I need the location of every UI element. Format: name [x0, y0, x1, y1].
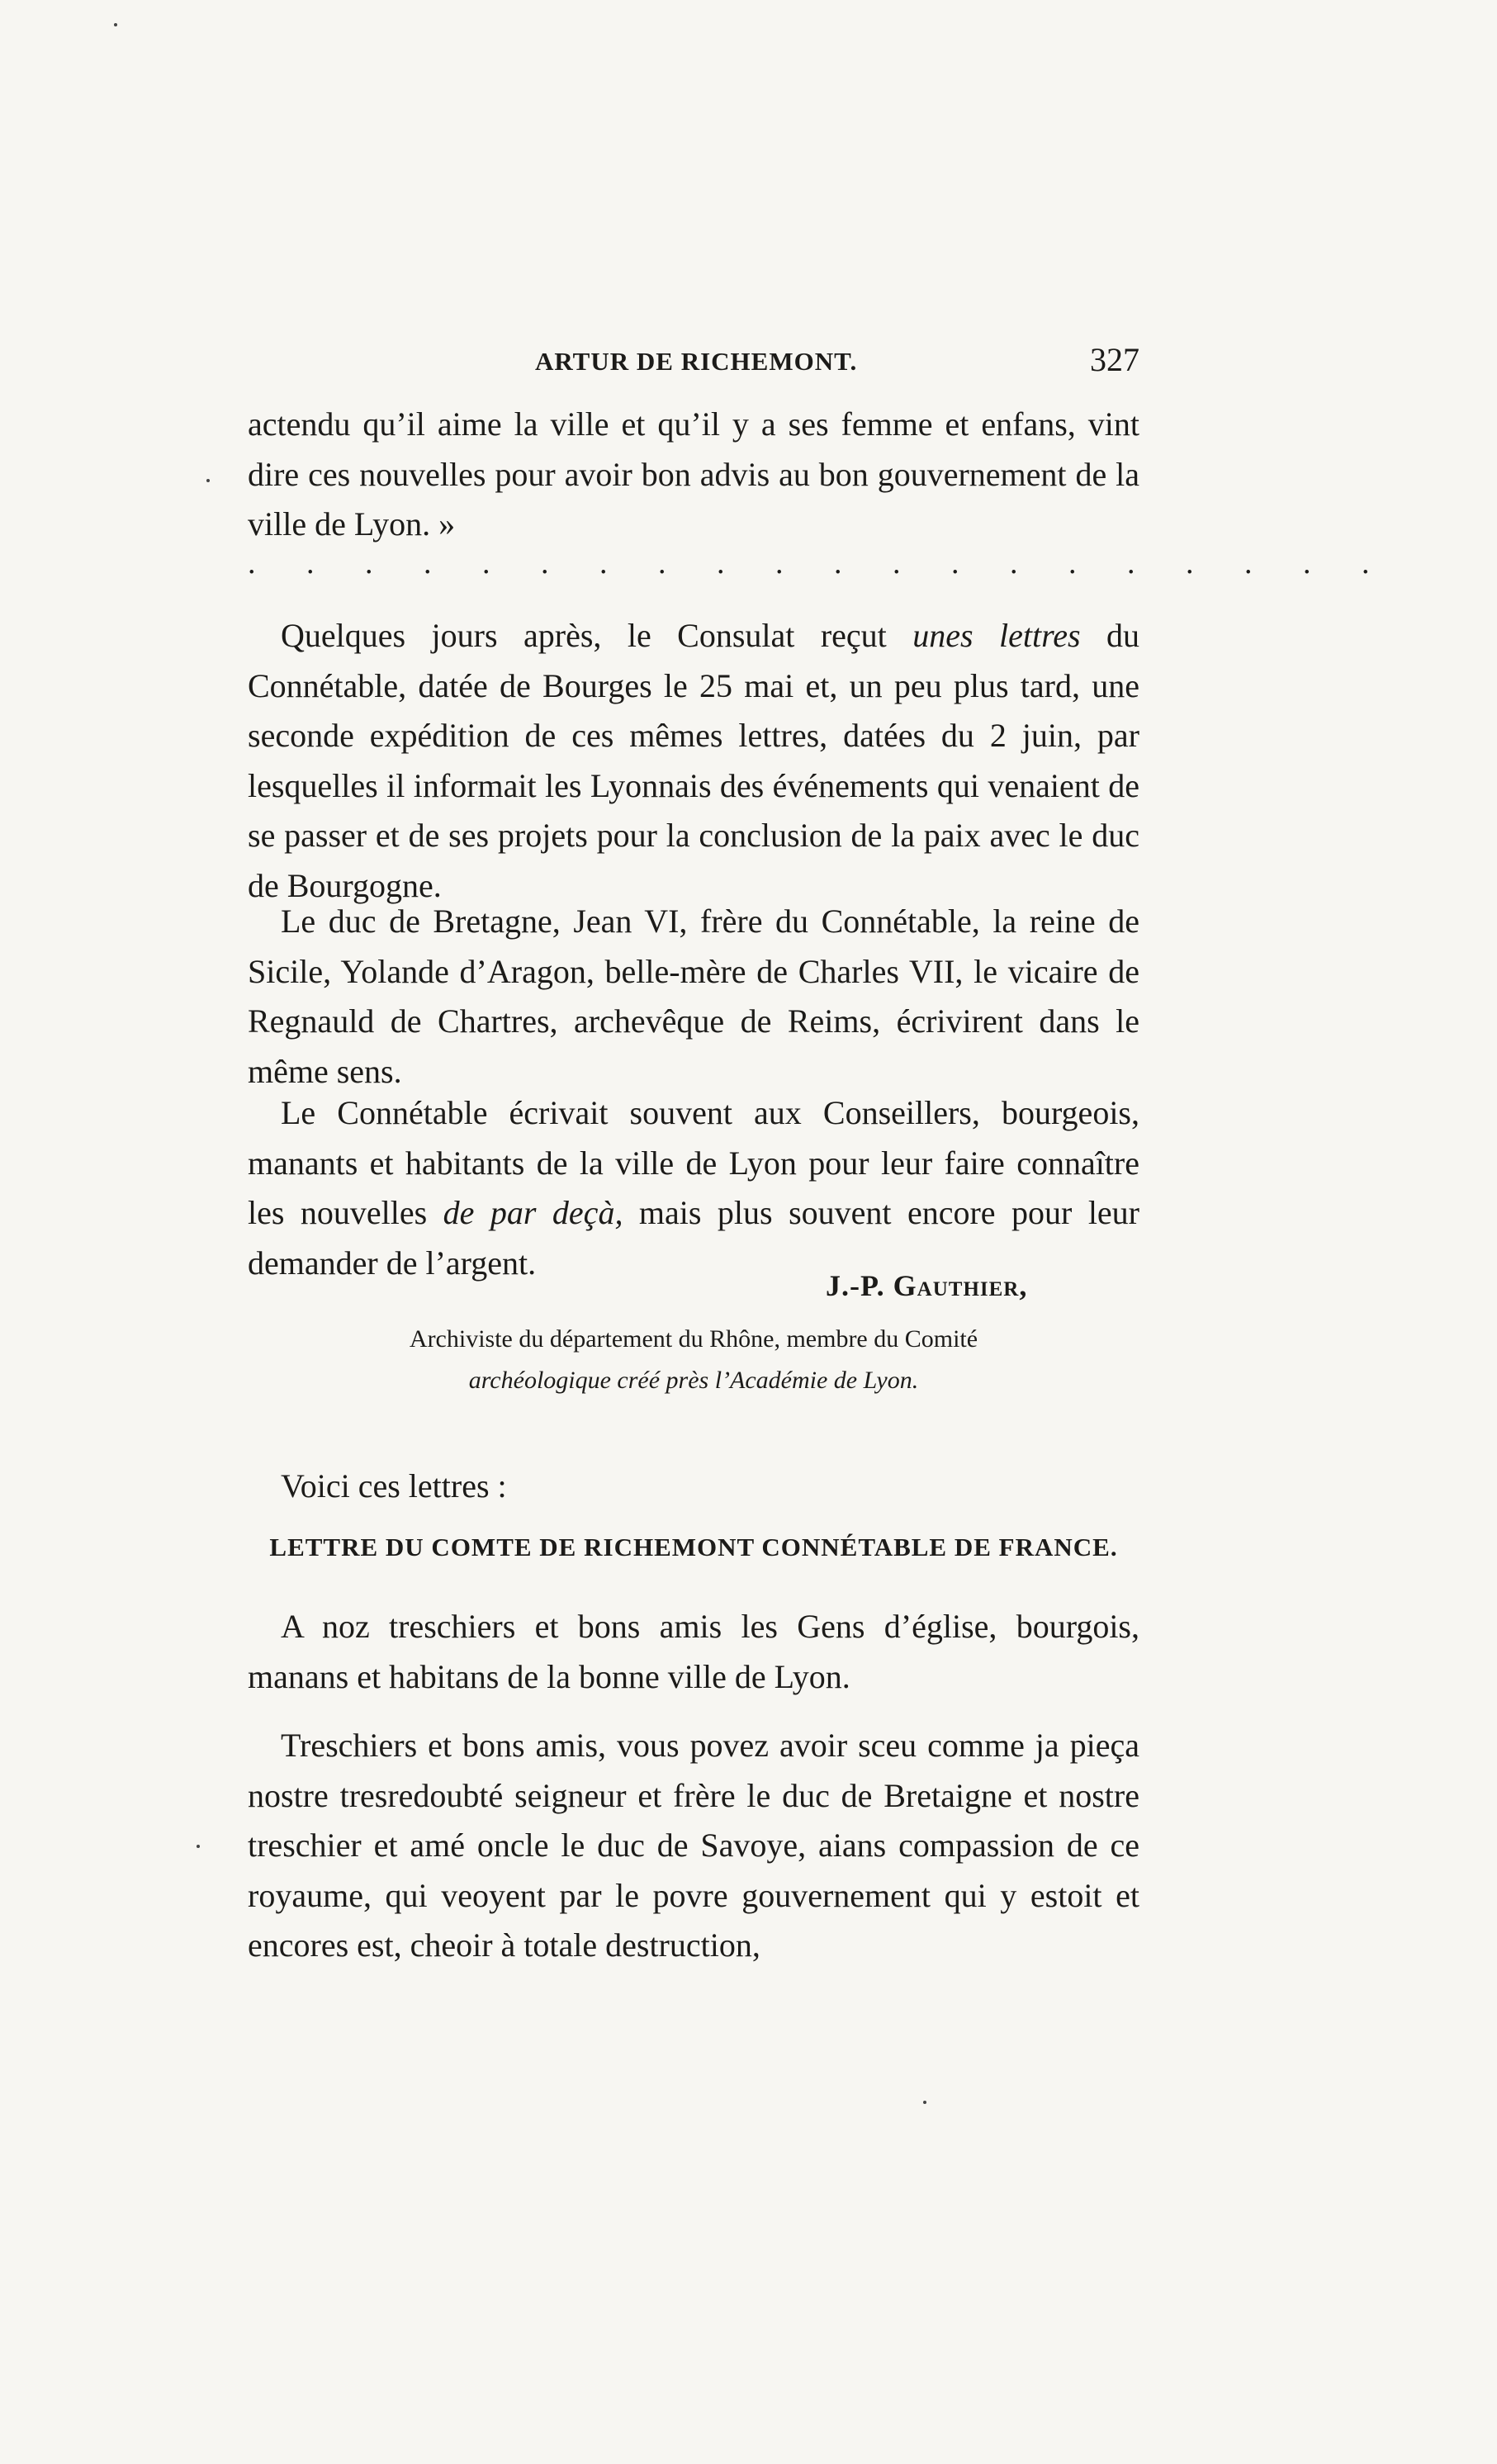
- paragraph-consulat-rest: du Connétable, datée de Bourges le 25 mai et, un peu plus tard, une seconde expédition de ces mêmes lettres, datées du 2 juin, par lesquelles il informait les Lyonnais des événements qui venaient de se passer et de ses projets pour la conclusion de la paix avec le duc de Bourgogne.: [248, 617, 1139, 904]
- paragraph-connetable-start: Le Connétable écrivait souvent aux Conseillers, bourgeois, manants et habitants de la ville de Lyon pour leur faire connaître les nouvelles: [248, 1094, 1139, 1231]
- continued-quote-text: actendu qu’il aime la ville et qu’il y a ses femme et enfans, vint dire ces nouvelles pour avoir bon advis au bon gouvernement de la ville de Lyon. »: [248, 405, 1139, 543]
- author-name: J.-P. Gauthier,: [826, 1269, 1028, 1302]
- paragraph-consulat: [248, 611, 1139, 911]
- scan-speck: [206, 479, 210, 482]
- letter-body: [248, 1721, 1139, 1971]
- running-head: ARTUR DE RICHEMONT.: [535, 347, 858, 376]
- ellipsis-separator: . . . . . . . . . . . . . . . . . . . .: [248, 546, 1391, 580]
- paragraph-connetable-rest: mais plus souvent encore pour leur demander de l’argent.: [248, 1194, 1139, 1282]
- voici-heading: Voici ces lettres :: [281, 1467, 507, 1504]
- paragraph-connetable-text: [248, 1088, 1139, 1288]
- paragraph-duc-de-bretagne: [248, 897, 1139, 1097]
- continued-quote-paragraph: [248, 400, 1139, 550]
- paragraph-consulat-text: [248, 611, 1139, 911]
- paragraph-connetable: [248, 1088, 1139, 1288]
- paragraph-duc-de-bretagne-text: Le duc de Bretagne, Jean VI, frère du Connétable, la reine de Sicile, Yolande d’Aragon, belle-mère de Charles VII, le vicaire de Regnauld de Chartres, archevêque de Reims, écrivirent dans le même sens.: [248, 903, 1139, 1090]
- author-title: [248, 1319, 1139, 1401]
- italic-unes-lettres: unes lettres: [912, 617, 1081, 654]
- letter-body-text: Treschiers et bons amis, vous povez avoir sceu comme ja pieça nostre tresredoubté seigneur et frère le duc de Bretaigne et nostre treschier et amé oncle le duc de Savoye, aians compassion de ce royaume, qui veoyent par le povre gouvernement qui y estoit et encores est, cheoir à totale destruction,: [248, 1727, 1139, 1964]
- letter-heading: LETTRE DU COMTE DE RICHEMONT CONNÉTABLE DE FRANCE.: [269, 1533, 1118, 1561]
- scan-speck: [197, 1845, 200, 1848]
- paragraph-consulat-start: Quelques jours après, le Consulat reçut: [281, 617, 913, 654]
- page-header: [248, 340, 1139, 386]
- letter-address-text: A noz treschiers et bons amis les Gens d’église, bourgois, manans et habitans de la bonne ville de Lyon.: [248, 1608, 1139, 1695]
- page-number: 327: [1090, 341, 1139, 378]
- scan-speck: [114, 23, 117, 26]
- author-title-line1: Archiviste du département du Rhône, membre du Comité: [409, 1325, 978, 1353]
- author-title-line2: archéologique créé près l’Académie de Lyon.: [468, 1367, 919, 1394]
- letter-address: [248, 1602, 1139, 1702]
- scan-speck: [923, 2101, 926, 2104]
- italic-de-par-deca: de par deçà,: [443, 1194, 623, 1231]
